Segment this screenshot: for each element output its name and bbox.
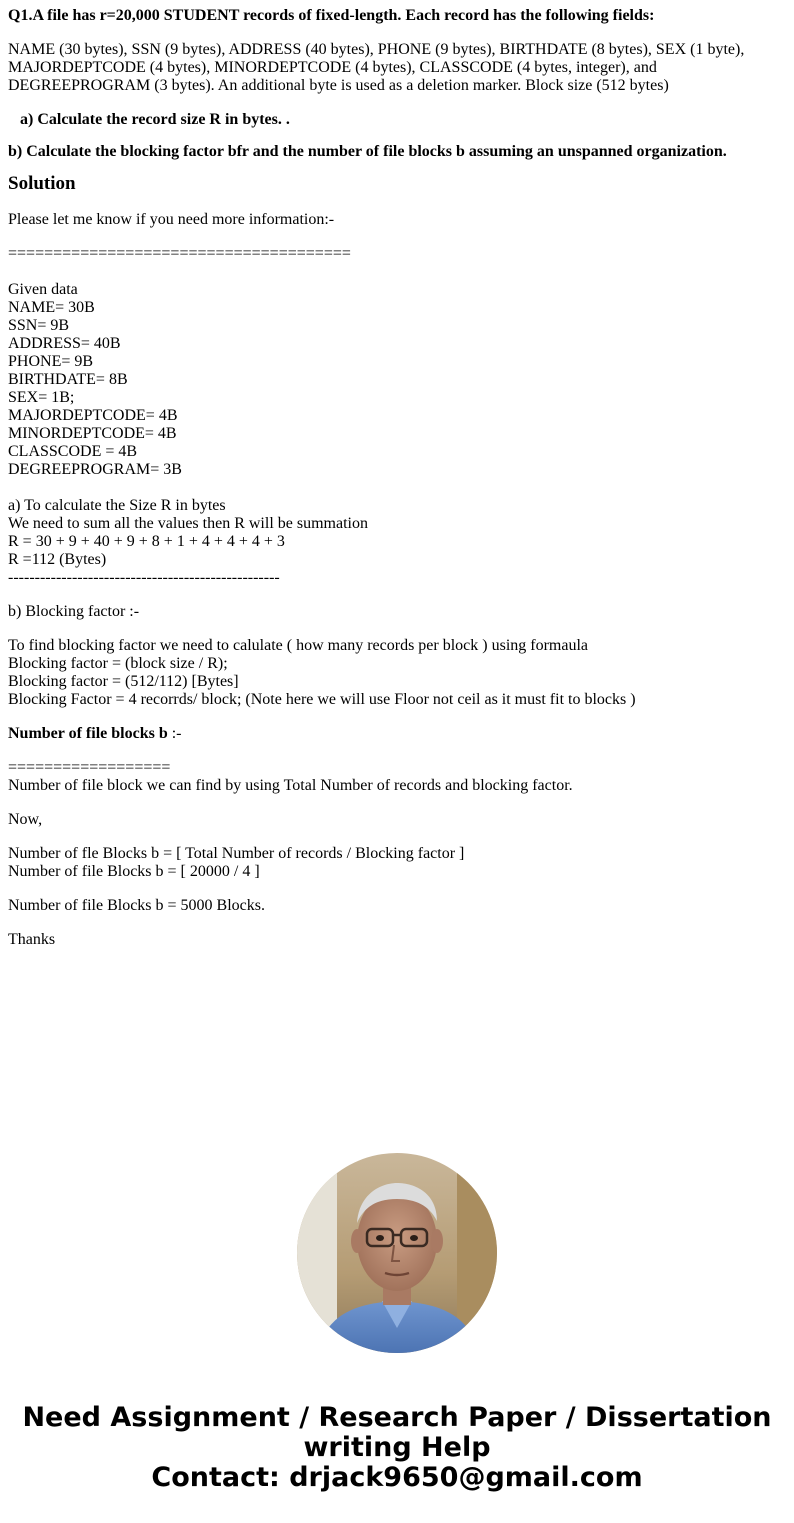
given-item: DEGREEPROGRAM= 3B — [8, 461, 182, 478]
given-item: CLASSCODE = 4B — [8, 443, 138, 460]
given-item: MINORDEPTCODE= 4B — [8, 425, 177, 442]
file-blocks-heading-text: Number of file blocks b — [8, 725, 168, 742]
part-b-line: To find blocking factor we need to calulate ( how many records per block ) using formaula — [8, 637, 589, 654]
part-a-divider: --------------------------------------------------- — [8, 569, 280, 586]
question-part-a: a) Calculate the record size R in bytes. . — [20, 111, 290, 128]
part-a-line: R = 30 + 9 + 40 + 9 + 8 + 1 + 4 + 4 + 4 + 3 — [8, 533, 285, 550]
part-b-solution — [8, 637, 786, 709]
blocks-formula-line: Number of file Blocks b = [ 20000 / 4 ] — [8, 863, 260, 880]
promo-contact: Contact: drjack9650@gmail.com — [151, 1462, 643, 1493]
thanks-text: Thanks — [8, 931, 56, 948]
part-a-line: R =112 (Bytes) — [8, 551, 107, 568]
part-a-line: a) To calculate the Size R in bytes — [8, 497, 226, 514]
file-blocks-heading — [8, 725, 786, 743]
given-item: NAME= 30B — [8, 299, 95, 316]
file-blocks-heading-suffix: :- — [167, 725, 182, 742]
question-part-b: b) Calculate the blocking factor bfr and the number of file blocks b assuming an unspanned organization. — [8, 143, 727, 160]
document-body — [8, 7, 786, 965]
given-item: ADDRESS= 40B — [8, 335, 121, 352]
question-fields-description: NAME (30 bytes), SSN (9 bytes), ADDRESS (40 bytes), PHONE (9 bytes), BIRTHDATE (8 bytes), SEX (1 byte), MAJORDEPTCODE (4 bytes), MINORDEPTCODE (4 bytes), CLASSCODE (4 bytes, integer), and DEGREEPROGRAM (3 bytes). An additional byte is used as a deletion marker. Block size (512 bytes) — [8, 41, 745, 94]
promo-line: Need Assignment / Research Paper / Dissertation — [22, 1402, 772, 1433]
given-data-label: Given data — [8, 281, 78, 298]
blocks-result: Number of file Blocks b = 5000 Blocks. — [8, 897, 265, 914]
solution-intro: Please let me know if you need more information:- — [8, 211, 335, 228]
given-item: BIRTHDATE= 8B — [8, 371, 128, 388]
now-text: Now, — [8, 811, 43, 828]
solution-heading: Solution — [8, 173, 76, 194]
author-avatar — [297, 1153, 497, 1353]
given-data-list — [8, 299, 786, 479]
part-b-line: Blocking factor = (block size / R); — [8, 655, 228, 672]
given-item: PHONE= 9B — [8, 353, 94, 370]
given-item: MAJORDEPTCODE= 4B — [8, 407, 178, 424]
question-title: Q1.A file has r=20,000 STUDENT records of fixed-length. Each record has the following fields: — [8, 7, 655, 24]
blocks-intro: Number of file block we can find by using Total Number of records and blocking factor. — [8, 777, 573, 794]
blocks-separator: ================== — [8, 759, 171, 776]
given-item: SEX= 1B; — [8, 389, 75, 406]
promo-line: writing Help — [303, 1432, 491, 1463]
author-portrait-image — [297, 1153, 497, 1353]
separator-line: ====================================== — [8, 245, 351, 262]
blocks-formula — [8, 845, 786, 881]
given-item: SSN= 9B — [8, 317, 70, 334]
blocks-formula-line: Number of fle Blocks b = [ Total Number of records / Blocking factor ] — [8, 845, 465, 862]
part-b-line: Blocking Factor = 4 recorrds/ block; (Note here we will use Floor not ceil as it must fit to blocks ) — [8, 691, 636, 708]
promo-banner — [0, 1403, 794, 1493]
part-b-heading: b) Blocking factor :- — [8, 603, 140, 620]
part-b-line: Blocking factor = (512/112) [Bytes] — [8, 673, 239, 690]
part-a-solution — [8, 497, 786, 587]
part-a-line: We need to sum all the values then R will be summation — [8, 515, 368, 532]
